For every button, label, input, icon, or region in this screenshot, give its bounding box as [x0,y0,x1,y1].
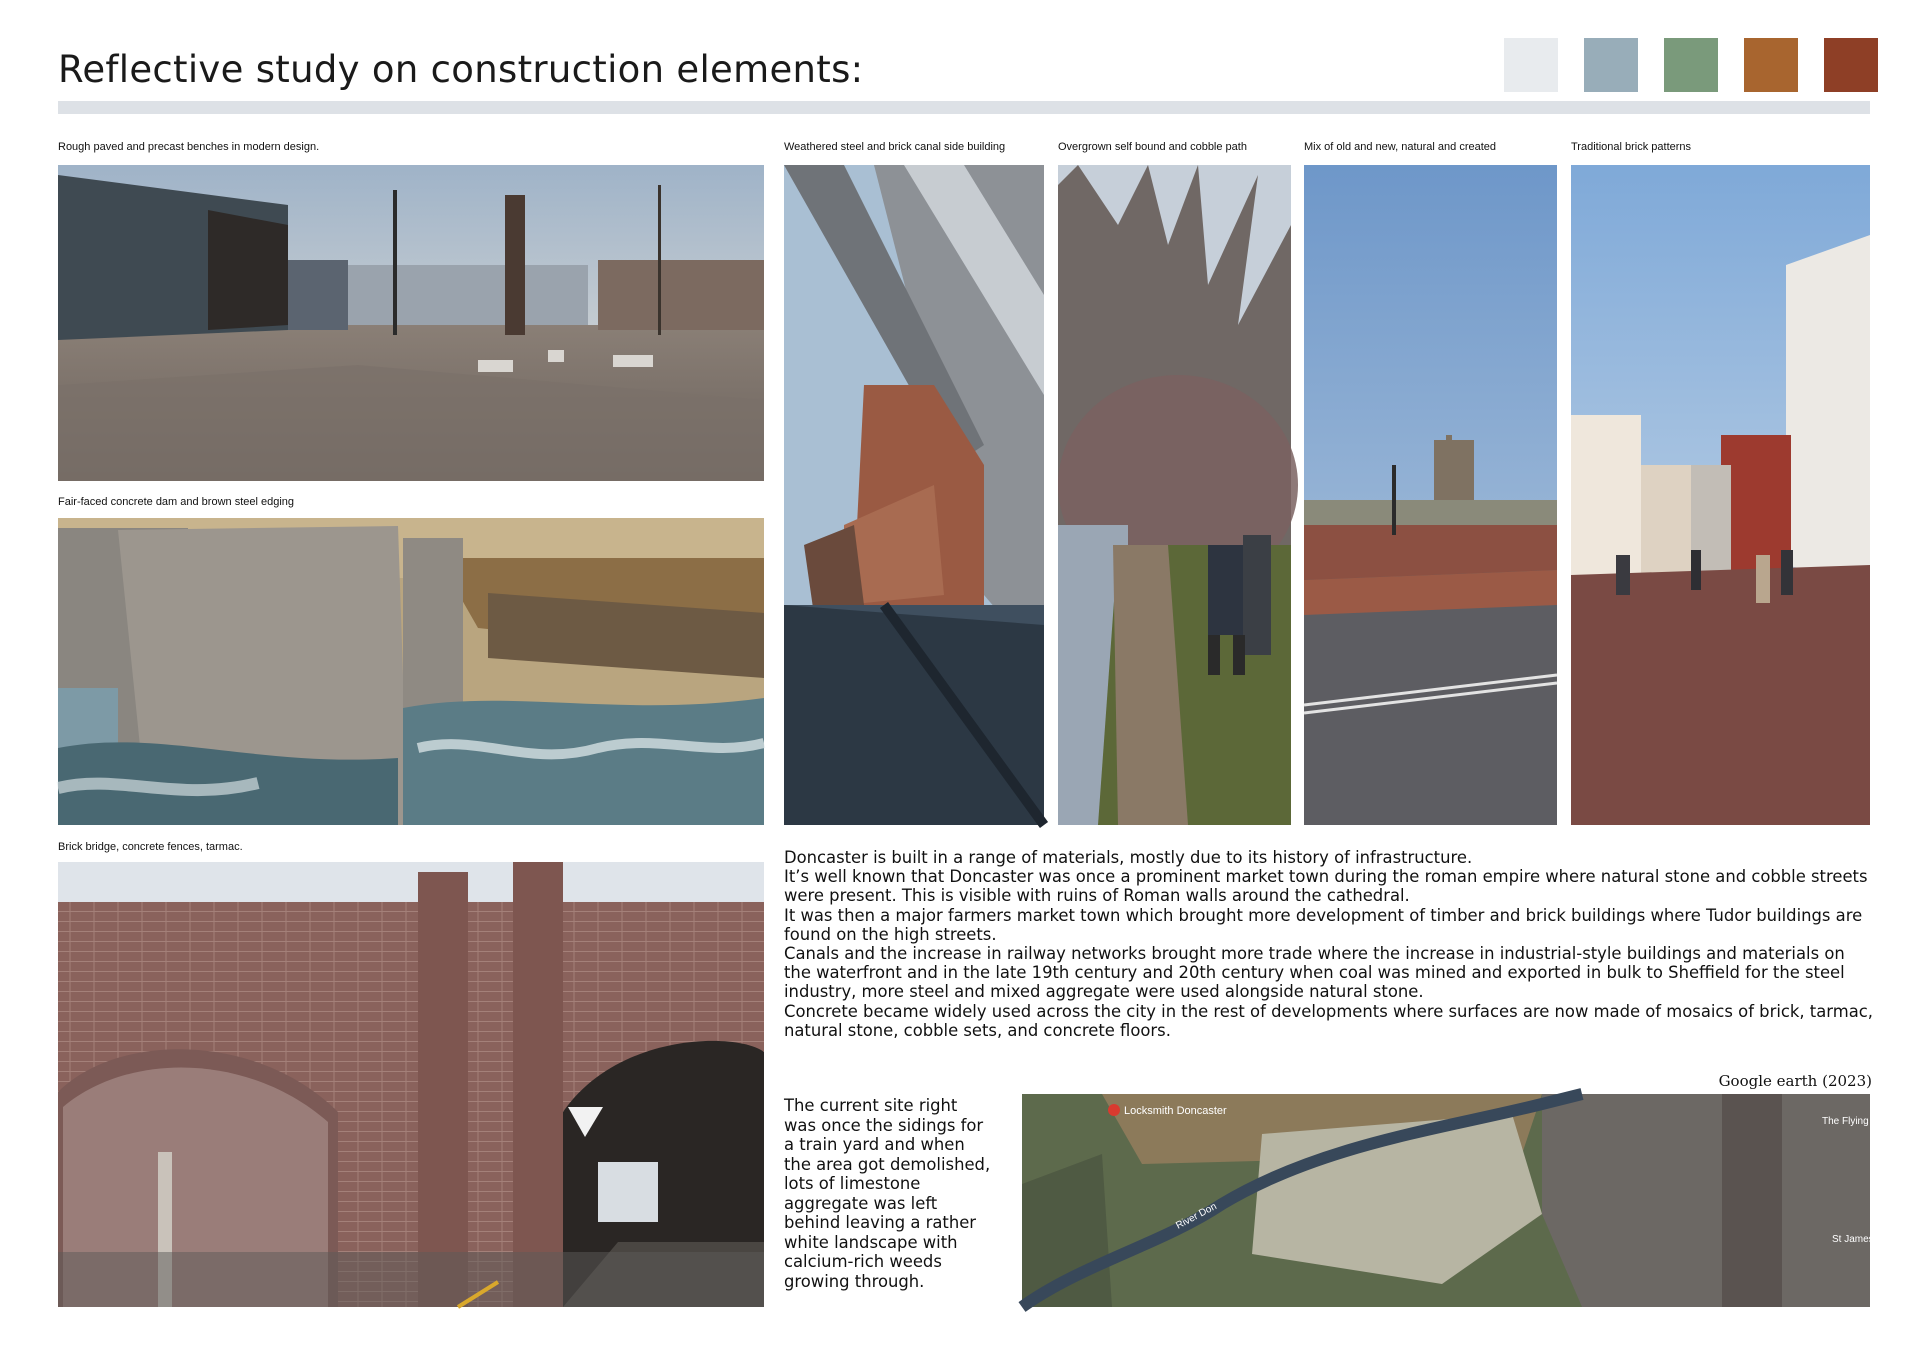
caption-mix: Mix of old and new, natural and created [1304,141,1497,153]
caption-bridge: Brick bridge, concrete fences, tarmac. [58,841,243,853]
map-credit: Google earth (2023) [1718,1072,1872,1090]
history-paragraph-4: Canals and the increase in railway networks brought more trade where the increase in industrial-style buildings and materials on the waterfront and in the late 19th century and 20th century when coal was mined and exported in bulk to Sheffield for the steel industry, more steel and mixed aggregate were used alongside natural stone. [784,944,1845,1002]
history-paragraph-1: Doncaster is built in a range of materials, mostly due to its history of infrastructure. [784,848,1473,867]
caption-steel: Weathered steel and brick canal side building [784,141,1006,153]
map-label-st-james: St James Don [1832,1234,1895,1245]
satellite-map [1022,1094,1913,1307]
caption-dam: Fair-faced concrete dam and brown steel edging [58,496,295,508]
history-text [784,848,1874,1040]
history-paragraph-2: It’s well known that Doncaster was once a prominent market town during the roman empire where natural stone and cobble streets were present. This is visible with ruins of Roman walls around the cathedral. [784,867,1868,906]
photo-old-new [1304,165,1557,825]
palette-swatch-5 [1824,38,1878,92]
photo-dam [58,518,764,825]
caption-brick: Traditional brick patterns [1571,141,1692,153]
photo-plaza [58,165,764,481]
history-paragraph-3: It was then a major farmers market town which brought more development of timber and brick buildings where Tudor buildings are found on the high streets. [784,905,1863,944]
river-label: River Don [1174,1201,1219,1232]
caption-path: Overgrown self bound and cobble path [1058,141,1247,153]
photo-path [1058,165,1291,825]
page-title: Reflective study on construction elements: [58,48,864,91]
photo-bridge [58,862,764,1307]
title-divider [58,101,1870,114]
palette-swatch-3 [1664,38,1718,92]
site-description: The current site right was once the sidings for a train yard and when the area got demolished, lots of limestone aggregate was left behind leaving a rather white landscape with calcium-rich weeds growing through. [784,1096,991,1291]
caption-plaza: Rough paved and precast benches in modern design. [58,141,320,153]
map-pin-label: Locksmith Doncaster [1124,1105,1227,1117]
map-label-flying-health: The Flying Health Cl [1822,1116,1913,1127]
photo-brick-street [1571,165,1870,825]
history-paragraph-5: Concrete became widely used across the city in the rest of developments where surfaces are now made of mosaics of brick, tarmac, natural stone, cobble sets, and concrete floors. [784,1001,1873,1040]
photo-steel-building [784,165,1044,825]
palette-swatch-4 [1744,38,1798,92]
palette-swatch-2 [1584,38,1638,92]
palette-swatch-1 [1504,38,1558,92]
